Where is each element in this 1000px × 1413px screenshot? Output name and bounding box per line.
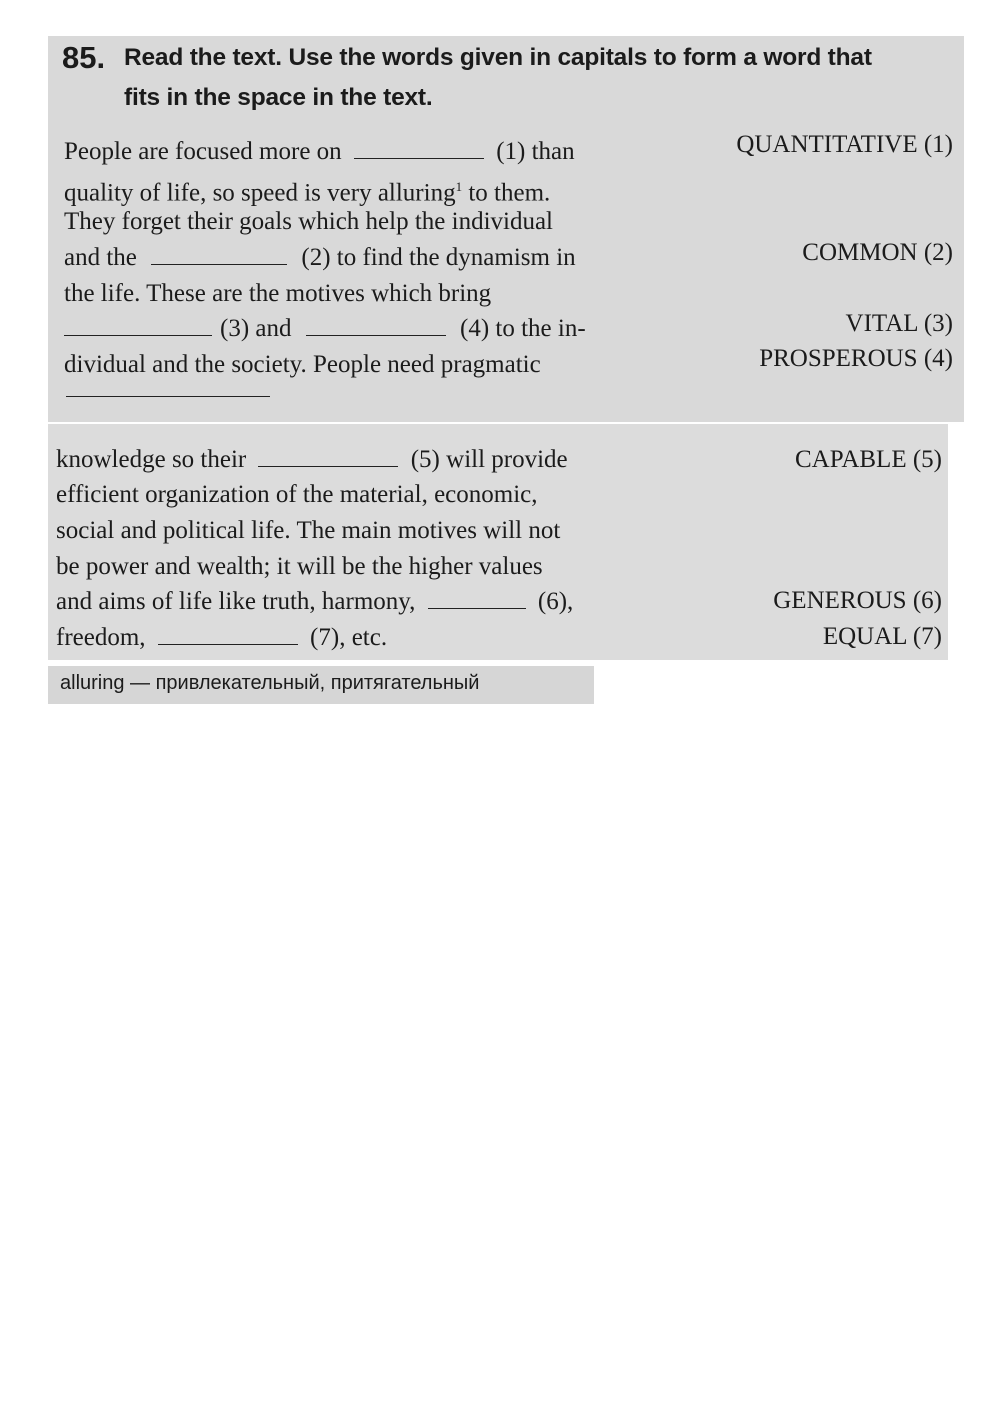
base-word-7: EQUAL (7): [822, 623, 942, 650]
passage-line: efficient organization of the material, economic,: [56, 481, 538, 508]
answer-blank-2[interactable]: [151, 244, 287, 265]
passage-line: social and political life. The main motives will not: [56, 517, 561, 544]
base-word-5: CAPABLE (5): [794, 446, 942, 473]
passage-line: dividual and the society. People need pragmatic: [64, 351, 541, 378]
passage-line: knowledge so their (5) will provide: [56, 446, 568, 473]
passage-line: the life. These are the motives which bring: [64, 280, 492, 307]
footnote: alluring — привлекательный, притягательный: [60, 672, 480, 694]
base-word-2: COMMON (2): [802, 239, 953, 266]
passage-line: People are focused more on (1) than: [64, 138, 575, 165]
base-word-3: VITAL (3): [845, 310, 953, 337]
base-word-6: GENEROUS (6): [773, 587, 942, 614]
answer-blank-5[interactable]: [258, 446, 398, 467]
passage-line: and aims of life like truth, harmony, (6),: [56, 588, 574, 615]
task-instruction-line-2: fits in the space in the text.: [124, 84, 433, 111]
stray-answer-line: [66, 396, 270, 397]
task-number: 85.: [62, 40, 106, 75]
answer-blank-1[interactable]: [354, 138, 484, 159]
answer-blank-4[interactable]: [306, 315, 446, 336]
passage-line: quality of life, so speed is very alluring$^1$ to them.: [64, 179, 551, 207]
base-word-1: QUANTITATIVE (1): [736, 131, 953, 158]
task-instruction-line-1: Read the text. Use the words given in capitals to form a word that: [124, 44, 872, 71]
passage-line: freedom, (7), etc.: [56, 624, 388, 651]
answer-blank-6[interactable]: [428, 588, 526, 609]
passage-line: and the (2) to find the dynamism in: [64, 244, 576, 271]
passage-line: be power and wealth; it will be the higher values: [56, 553, 543, 580]
answer-blank-3[interactable]: [64, 315, 212, 336]
passage-line: They forget their goals which help the individual: [64, 208, 554, 235]
passage-line: (3) and (4) to the in-: [64, 311, 586, 347]
base-word-4: PROSPEROUS (4): [759, 345, 953, 372]
answer-blank-7[interactable]: [158, 624, 298, 645]
